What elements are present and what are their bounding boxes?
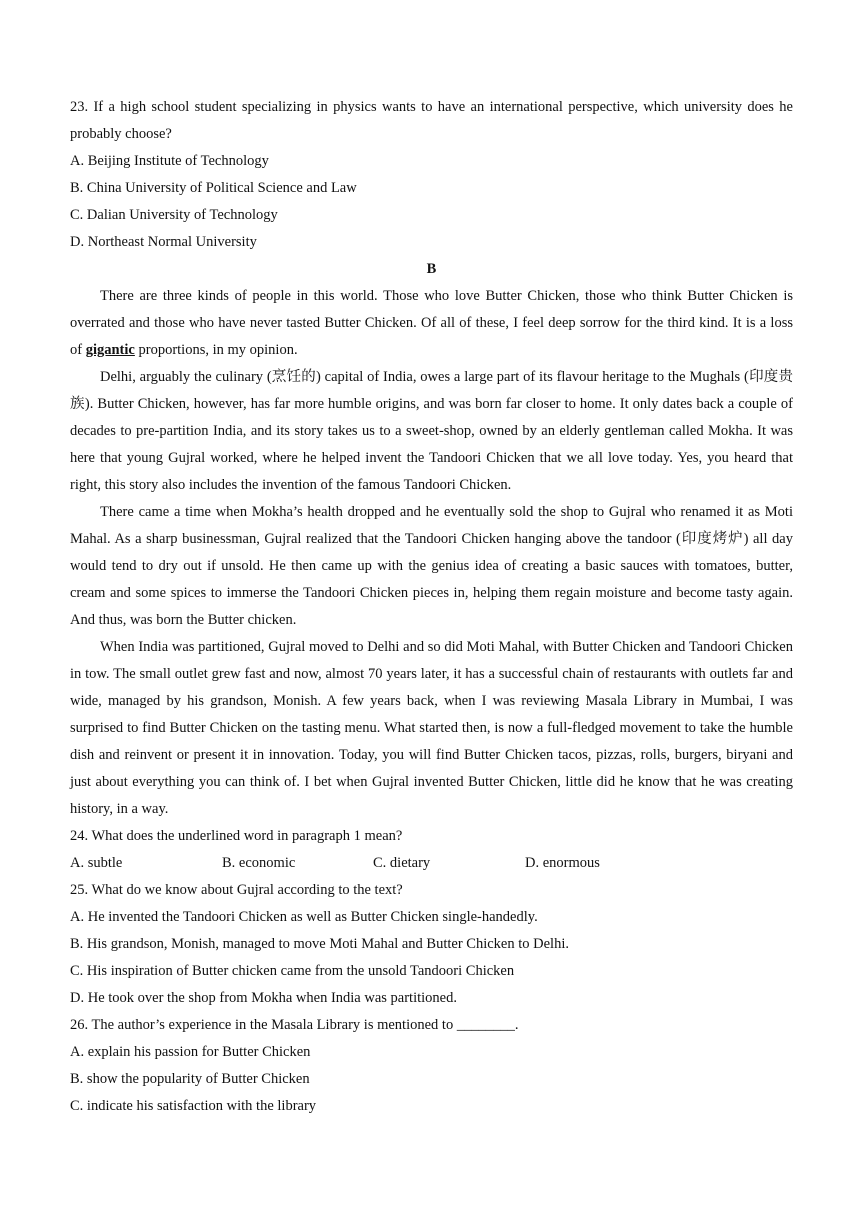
document-page (70, 94, 793, 1120)
passage-paragraph-2: Delhi, arguably the culinary (烹饪的) capital of India, owes a large part of its flavour heritage to the Mughals (印度贵族). Butter Chicken, however, has far more humble origins, and was born far closer to home. It only dates back a couple of decades to pre-partition India, and its story takes us to a sweet-shop, owned by an elderly gentleman called Mokha. It was here that young Gujral worked, where he helped invent the Tandoori Chicken that we all love today. Yes, you heard that right, this story also includes the invention of the famous Tandoori Chicken. (70, 369, 793, 493)
question-23-option-a: A. Beijing Institute of Technology (70, 153, 269, 169)
question-25-option-c: C. His inspiration of Butter chicken came from the unsold Tandoori Chicken (70, 963, 515, 979)
question-25-stem: 25. What do we know about Gujral according to the text? (70, 882, 403, 898)
underlined-word: gigantic (85, 342, 135, 358)
question-23-option-d: D. Northeast Normal University (70, 234, 257, 250)
question-24-option-d: D. enormous (525, 855, 600, 871)
question-26-option-c: C. indicate his satisfaction with the library (70, 1098, 317, 1114)
passage-paragraph-1 (70, 283, 793, 364)
question-25-option-a: A. He invented the Tandoori Chicken as well as Butter Chicken single-handedly. (70, 909, 538, 925)
question-24-stem: 24. What does the underlined word in paragraph 1 mean? (70, 828, 403, 844)
question-23-option-c: C. Dalian University of Technology (70, 207, 278, 223)
question-26-stem: 26. The author’s experience in the Masala Library is mentioned to ________. (70, 1017, 519, 1033)
question-23-stem: 23. If a high school student specializing in physics wants to have an international perspective, which university does he probably choose? (70, 99, 793, 142)
question-23-option-b: B. China University of Political Science and Law (70, 180, 357, 196)
question-25-option-d: D. He took over the shop from Mokha when India was partitioned. (70, 990, 457, 1006)
paragraph-1-text-end: proportions, in my opinion. (134, 342, 298, 358)
question-24-options (70, 850, 793, 877)
paragraph-1-text-start: There are three kinds of people in this world. Those who love Butter Chicken, those who think Butter Chicken is overrated and those who have never tasted Butter Chicken. Of all of these, I feel deep sorrow for the third kind. It is a loss of (70, 288, 793, 358)
question-26-option-b: B. show the popularity of Butter Chicken (70, 1071, 310, 1087)
question-24-option-c: C. dietary (373, 855, 431, 871)
section-heading: B (426, 261, 437, 277)
question-25-option-b: B. His grandson, Monish, managed to move Moti Mahal and Butter Chicken to Delhi. (70, 936, 569, 952)
question-26-option-a: A. explain his passion for Butter Chicken (70, 1044, 311, 1060)
passage-paragraph-4: When India was partitioned, Gujral moved to Delhi and so did Moti Mahal, with Butter Chicken and Tandoori Chicken in tow. The small outlet grew fast and now, almost 70 years later, it has a successful chain of restaurants with outlets far and wide, managed by his grandson, Monish. A few years back, when I was reviewing Masala Library in Mumbai, I was surprised to find Butter Chicken on the tasting menu. What started then, is now a full-fledged movement to take the humble dish and reinvent or present it in innovation. Today, you will find Butter Chicken tacos, pizzas, rolls, burgers, biryani and just about everything you can think of. I bet when Gujral invented Butter Chicken, little did he know that he was creating history, in a way. (70, 639, 793, 817)
question-24-option-b: B. economic (222, 855, 296, 871)
question-24-option-a: A. subtle (70, 855, 123, 871)
passage-paragraph-3: There came a time when Mokha’s health dropped and he eventually sold the shop to Gujral who renamed it as Moti Mahal. As a sharp businessman, Gujral realized that the Tandoori Chicken hanging above the tandoor (印度烤炉) all day would tend to dry out if unsold. He then came up with the genius idea of creating a basic sauces with tomatoes, butter, cream and some spices to immerse the Tandoori Chicken pieces in, helping them regain moisture and become tasty again. And thus, was born the Butter chicken. (70, 504, 793, 628)
